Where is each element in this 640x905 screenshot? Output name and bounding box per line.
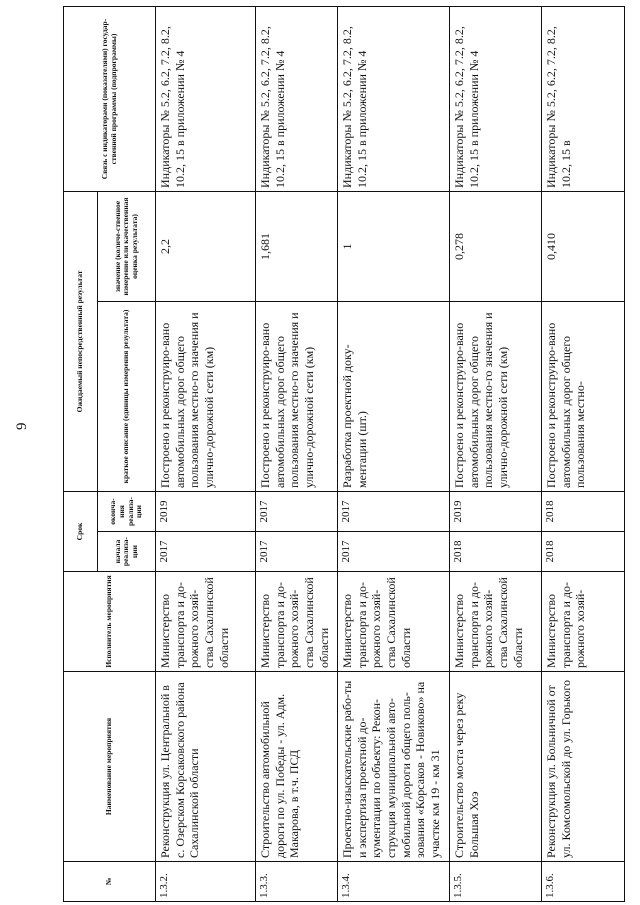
row-value: 0,278 <box>450 191 542 301</box>
row-name: Реконструкция ул. Больничной от ул. Комсомольской до ул. Горького <box>542 672 625 862</box>
row-desc: Построено и реконструиро-вано автомобильных дорог общего пользования местно- <box>542 301 625 491</box>
row-value: 2,2 <box>156 191 256 301</box>
row-end: 2019 <box>450 491 542 531</box>
row-start: 2017 <box>338 532 450 572</box>
header-result-value: значение (количе-ственное измерение или качественная оценка результата) <box>98 191 156 301</box>
row-link: Индикаторы № 5.2, 6.2, 7.2, 8.2, 10.2, 15 в приложении № 4 <box>450 6 542 191</box>
row-executor: Министерство транспорта и до-рожного хозяй-ства Сахалинской области <box>156 572 256 672</box>
row-end: 2017 <box>256 491 338 531</box>
row-executor: Министерство транспорта и до-рожного хозяй-ства Сахалинской области <box>338 572 450 672</box>
table-row <box>256 6 338 901</box>
header-name: Наименование мероприятия <box>64 672 156 862</box>
row-link: Индикаторы № 5.2, 6.2, 7.2, 8.2, 10.2, 15 в приложении № 4 <box>338 6 450 191</box>
row-num: 1.3.2. <box>156 862 256 902</box>
header-term-start: начала реализа-ции <box>98 532 156 572</box>
row-start: 2017 <box>256 532 338 572</box>
row-name: Строительство автомобильной дороги по ул. Победы - ул. Адм. Макарова, в т.ч. ПСД <box>256 672 338 862</box>
row-start: 2018 <box>542 532 625 572</box>
table-row <box>338 6 450 901</box>
measures-table-container <box>63 7 625 902</box>
row-value: 0,410 <box>542 191 625 301</box>
row-desc: Построено и реконструиро-вано автомобильных дорог общего пользования местно-го значения и улично-дорожной сети (км) <box>156 301 256 491</box>
row-value: 1,681 <box>256 191 338 301</box>
row-num: 1.3.5. <box>450 862 542 902</box>
row-start: 2018 <box>450 532 542 572</box>
table-row <box>542 6 625 901</box>
row-desc: Построено и реконструиро-вано автомобильных дорог общего пользования местно-го значения и улично-дорожной сети (км) <box>450 301 542 491</box>
row-num: 1.3.6. <box>542 862 625 902</box>
header-result-desc: краткое описание (единицы измерения результата) <box>98 301 156 491</box>
header-num: № <box>64 862 156 902</box>
row-start: 2017 <box>156 532 256 572</box>
row-value: 1 <box>338 191 450 301</box>
row-link: Индикаторы № 5.2, 6.2, 7.2, 8.2, 10.2, 15 в приложении № 4 <box>156 6 256 191</box>
row-end: 2019 <box>156 491 256 531</box>
header-link: Связь с индикаторами (показателями) государ-ственной программы (подпрограммы) <box>64 6 156 191</box>
row-end: 2017 <box>338 491 450 531</box>
row-link: Индикаторы № 5.2, 6.2, 7.2, 8.2, 10.2, 15 в <box>542 6 625 191</box>
row-name: Реконструкция ул. Центральной в с. Озерском Корсаковского района Сахалинской области <box>156 672 256 862</box>
page-number: 9 <box>14 422 30 430</box>
row-num: 1.3.4. <box>338 862 450 902</box>
row-end: 2018 <box>542 491 625 531</box>
row-link: Индикаторы № 5.2, 6.2, 7.2, 8.2, 10.2, 15 в приложении № 4 <box>256 6 338 191</box>
row-num: 1.3.3. <box>256 862 338 902</box>
row-executor: Министерство транспорта и до-рожного хозяй-ства Сахалинской области <box>256 572 338 672</box>
header-result: Ожидаемый непосредственный результат <box>64 191 98 491</box>
row-executor: Министерство транспорта и до-рожного хозяй-ства Сахалинской области <box>450 572 542 672</box>
measures-table <box>63 6 625 902</box>
table-row <box>450 6 542 901</box>
header-term-end: оконча-ния реализа-ции <box>98 491 156 531</box>
table-row <box>156 6 256 901</box>
row-desc: Построено и реконструиро-вано автомобильных дорог общего пользования местно-го значения и улично-дорожной сети (км) <box>256 301 338 491</box>
header-term: Срок <box>64 491 98 571</box>
header-executor: Исполнитель мероприятия <box>64 572 156 672</box>
row-executor: Министерство транспорта и до-рожного хозяй- <box>542 572 625 672</box>
row-name: Строительство моста через реку Большая Хоэ <box>450 672 542 862</box>
row-desc: Разработка проектной доку-ментации (шт.) <box>338 301 450 491</box>
row-name: Проектно-изыскательские рабо-ты и экспертиза проектной до-кументации по объекту: Рекон-струкция муниципальной авто-мобильной дороги общего поль-зования «Корсаков - Новиково» на участке км 19 - км 31 <box>338 672 450 862</box>
